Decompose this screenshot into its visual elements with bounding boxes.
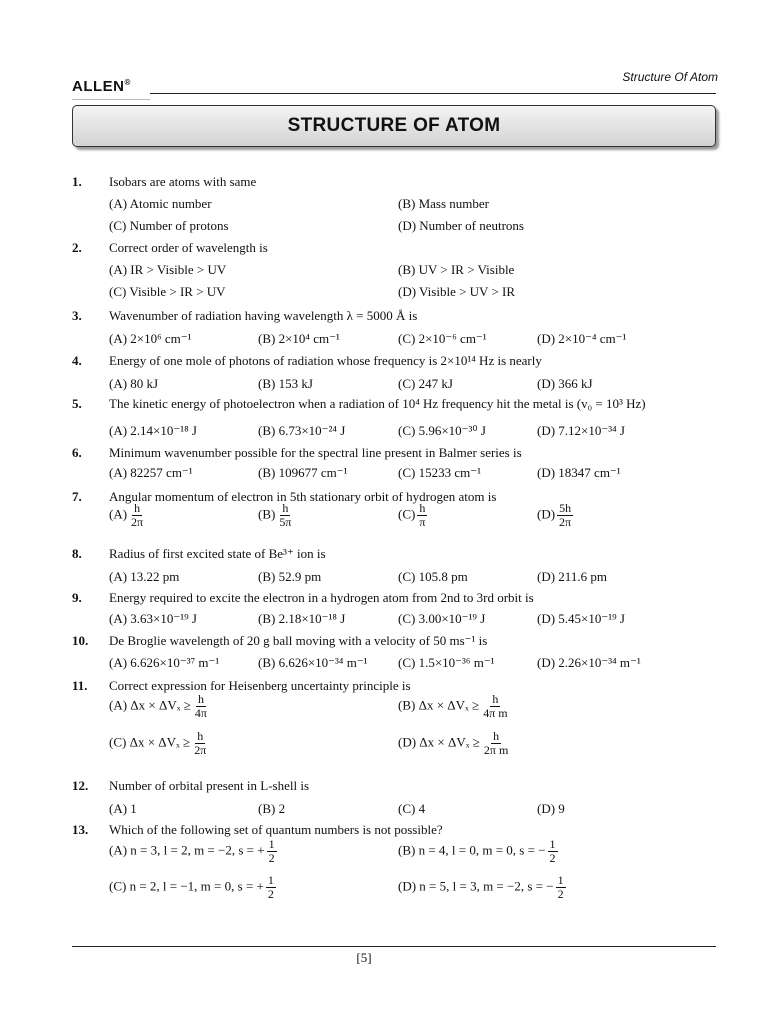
answer-option[interactable] xyxy=(109,730,210,757)
answer-option[interactable] xyxy=(109,331,192,347)
answer-option[interactable] xyxy=(109,262,226,278)
fraction-denominator: 2 xyxy=(557,887,564,901)
fraction-denominator: 2π xyxy=(131,515,144,529)
fraction xyxy=(481,693,509,720)
question-number: 2. xyxy=(72,240,82,255)
option-text: (B) 109677 cm⁻¹ xyxy=(258,465,348,480)
option-text: (C) 105.8 pm xyxy=(398,569,468,584)
question-number: 8. xyxy=(72,546,82,561)
fraction-numerator: h xyxy=(492,692,499,706)
question-text: Energy of one mole of photons of radiation whose frequency is 2×10¹⁴ Hz is nearly xyxy=(109,353,542,368)
question-number: 5. xyxy=(72,396,82,411)
answer-option[interactable] xyxy=(258,465,347,481)
page-number: [5] xyxy=(356,950,372,965)
answer-option[interactable] xyxy=(109,376,158,392)
answer-option[interactable] xyxy=(258,801,285,817)
question-number: 3. xyxy=(72,308,82,323)
fraction xyxy=(277,502,293,529)
fraction-denominator: 4π xyxy=(194,706,207,720)
answer-option[interactable] xyxy=(537,801,565,817)
option-text: (B) 6.73×10⁻²⁴ J xyxy=(258,423,346,438)
question-text: Correct order of wavelength is xyxy=(109,240,268,255)
question-text: Angular momentum of electron in 5th stationary orbit of hydrogen atom is xyxy=(109,489,497,504)
answer-option[interactable] xyxy=(109,465,193,481)
answer-option[interactable] xyxy=(537,502,575,529)
fraction-denominator: 2π xyxy=(559,515,572,529)
answer-option[interactable] xyxy=(109,801,137,817)
question-text: Which of the following set of quantum numbers is not possible? xyxy=(109,822,443,837)
option-text: (C) n = 2, l = −1, m = 0, s = + xyxy=(109,878,264,894)
option-text: (B) Mass number xyxy=(398,196,489,211)
option-text: (A) 13.22 pm xyxy=(109,569,180,584)
fraction-numerator: 1 xyxy=(557,873,564,887)
question-text: Correct expression for Heisenberg uncertainty principle is xyxy=(109,678,411,693)
option-text: (D) 7.12×10⁻³⁴ J xyxy=(537,423,625,438)
option-text: (C) 5.96×10⁻³⁰ J xyxy=(398,423,486,438)
fraction-denominator: 2π xyxy=(194,743,207,757)
option-text: (A) Atomic number xyxy=(109,196,212,211)
option-text: (D) Number of neutrons xyxy=(398,218,524,233)
answer-option[interactable] xyxy=(398,693,512,720)
fraction-numerator: h xyxy=(134,501,141,515)
option-text: (B) Δx × ΔVₓ ≥ xyxy=(398,697,480,713)
fraction-denominator: π xyxy=(419,515,426,529)
answer-option[interactable] xyxy=(398,331,487,347)
answer-option[interactable] xyxy=(109,874,278,901)
option-text: (D) 2.26×10⁻³⁴ m⁻¹ xyxy=(537,655,641,670)
fraction-denominator: 2π m xyxy=(483,743,509,757)
answer-option[interactable] xyxy=(537,611,625,627)
answer-option[interactable] xyxy=(398,376,453,392)
fraction-denominator: 5π xyxy=(279,515,292,529)
option-text: (C) 15233 cm⁻¹ xyxy=(398,465,481,480)
option-text: (C) 4 xyxy=(398,801,426,816)
fraction-numerator: h xyxy=(197,729,204,743)
question-text: The kinetic energy of photoelectron when a radiation of 10⁴ Hz frequency hit the metal is (v₀ = 10³ Hz) xyxy=(109,396,646,411)
option-text: (D) Δx × ΔVₓ ≥ xyxy=(398,734,480,750)
option-text: (A) 82257 cm⁻¹ xyxy=(109,465,193,480)
question-text: Isobars are atoms with same xyxy=(109,174,257,189)
question-number: 12. xyxy=(72,778,89,793)
answer-option[interactable] xyxy=(537,376,593,392)
answer-option[interactable] xyxy=(537,331,626,347)
option-text: (A) xyxy=(109,506,128,522)
fraction-numerator: h xyxy=(282,501,289,515)
question-text: Number of orbital present in L-shell is xyxy=(109,778,310,793)
option-text: (D) 211.6 pm xyxy=(537,569,607,584)
option-text: (A) 80 kJ xyxy=(109,376,159,391)
answer-option[interactable] xyxy=(398,465,481,481)
fraction-numerator: h xyxy=(197,692,204,706)
answer-option[interactable] xyxy=(109,569,179,585)
question-text: De Broglie wavelength of 20 g ball moving with a velocity of 50 ms⁻¹ is xyxy=(109,633,488,648)
answer-option[interactable] xyxy=(398,874,568,901)
option-text: (D) 366 kJ xyxy=(537,376,593,391)
fraction xyxy=(556,874,566,901)
question-number: 4. xyxy=(72,353,82,368)
option-text: (D) xyxy=(537,506,556,522)
option-text: (B) 6.626×10⁻³⁴ m⁻¹ xyxy=(258,655,368,670)
fraction-denominator: 2 xyxy=(267,887,274,901)
fraction-numerator: 5h xyxy=(559,501,572,515)
answer-option[interactable] xyxy=(258,569,321,585)
answer-option[interactable] xyxy=(398,730,512,757)
question-text: Radius of first excited state of Be³⁺ ion is xyxy=(109,546,326,561)
answer-option[interactable] xyxy=(258,423,345,439)
option-text: (B) 153 kJ xyxy=(258,376,313,391)
chapter-title: STRUCTURE OF ATOM xyxy=(287,115,501,136)
answer-option[interactable] xyxy=(398,611,485,627)
fraction xyxy=(482,730,510,757)
answer-option[interactable] xyxy=(398,262,514,278)
question-text: Energy required to excite the electron in a hydrogen atom from 2nd to 3rd orbit is xyxy=(109,590,534,605)
option-text: (D) 9 xyxy=(537,801,565,816)
fraction-denominator: 2 xyxy=(268,851,275,865)
answer-option[interactable] xyxy=(398,218,524,234)
answer-option[interactable] xyxy=(537,569,607,585)
answer-option[interactable] xyxy=(398,502,429,529)
fraction-numerator: 1 xyxy=(267,873,274,887)
answer-option[interactable] xyxy=(109,423,197,439)
question-number: 13. xyxy=(72,822,89,837)
fraction xyxy=(267,838,277,865)
answer-option[interactable] xyxy=(258,331,340,347)
option-text: (A) 3.63×10⁻¹⁹ J xyxy=(109,611,197,626)
fraction xyxy=(129,502,145,529)
option-text: (C) 2×10⁻⁶ cm⁻¹ xyxy=(398,331,487,346)
question-text: Wavenumber of radiation having wavelength λ = 5000 Å is xyxy=(109,308,418,323)
option-text: (D) 2×10⁻⁴ cm⁻¹ xyxy=(537,331,627,346)
answer-option[interactable] xyxy=(109,838,279,865)
question-number: 10. xyxy=(72,633,89,648)
question-number: 1. xyxy=(72,174,82,189)
option-text: (D) n = 5, l = 3, m = −2, s = − xyxy=(398,878,554,894)
answer-option[interactable] xyxy=(537,465,621,481)
fraction-numerator: 1 xyxy=(268,837,275,851)
chapter-title-box xyxy=(72,105,716,147)
option-text: (A) n = 3, l = 2, m = −2, s = + xyxy=(109,842,265,858)
fraction xyxy=(192,730,208,757)
option-text: (A) IR > Visible > UV xyxy=(109,262,227,277)
option-text: (B) 2 xyxy=(258,801,286,816)
option-text: (C) Δx × ΔVₓ ≥ xyxy=(109,734,191,750)
option-text: (B) n = 4, l = 0, m = 0, s = − xyxy=(398,842,546,858)
option-text: (D) 18347 cm⁻¹ xyxy=(537,465,621,480)
question-number: 9. xyxy=(72,590,82,605)
answer-option[interactable] xyxy=(398,196,489,212)
answer-option[interactable] xyxy=(109,611,197,627)
option-text: (C) Number of protons xyxy=(109,218,229,233)
brand-underline xyxy=(72,99,150,100)
option-text: (A) 2×10⁶ cm⁻¹ xyxy=(109,331,192,346)
option-text: (B) 52.9 pm xyxy=(258,569,322,584)
answer-option[interactable] xyxy=(258,611,345,627)
answer-option[interactable] xyxy=(398,569,468,585)
answer-option[interactable] xyxy=(109,218,229,234)
question-number: 7. xyxy=(72,489,82,504)
fraction-numerator: h xyxy=(493,729,500,743)
option-text: (B) xyxy=(258,506,276,522)
option-text: (A) 1 xyxy=(109,801,137,816)
fraction xyxy=(557,502,573,529)
question-number: 6. xyxy=(72,445,82,460)
answer-option[interactable] xyxy=(109,655,219,671)
answer-option[interactable] xyxy=(398,801,425,817)
option-text: (C) Visible > IR > UV xyxy=(109,284,226,299)
fraction xyxy=(266,874,276,901)
fraction xyxy=(548,838,558,865)
option-text: (C) 247 kJ xyxy=(398,376,453,391)
option-text: (B) 2.18×10⁻¹⁸ J xyxy=(258,611,346,626)
option-text: (C) 1.5×10⁻³⁶ m⁻¹ xyxy=(398,655,495,670)
fraction-denominator: 2 xyxy=(549,851,556,865)
option-text: (A) 2.14×10⁻¹⁸ J xyxy=(109,423,197,438)
option-text: (D) 5.45×10⁻¹⁹ J xyxy=(537,611,625,626)
answer-option[interactable] xyxy=(258,502,295,529)
answer-option[interactable] xyxy=(258,376,313,392)
fraction-numerator: 1 xyxy=(549,837,556,851)
answer-option[interactable] xyxy=(398,838,560,865)
fraction-numerator: h xyxy=(419,501,426,515)
answer-option[interactable] xyxy=(398,655,495,671)
question-number: 11. xyxy=(72,678,88,693)
option-text: (B) UV > IR > Visible xyxy=(398,262,515,277)
option-text: (A) 6.626×10⁻³⁷ m⁻¹ xyxy=(109,655,220,670)
answer-option[interactable] xyxy=(109,693,211,720)
answer-option[interactable] xyxy=(109,196,212,212)
option-text: (C) xyxy=(398,506,416,522)
header-rule xyxy=(150,93,716,94)
answer-option[interactable] xyxy=(398,423,486,439)
option-text: (A) Δx × ΔVₓ ≥ xyxy=(109,697,191,713)
answer-option[interactable] xyxy=(258,655,368,671)
answer-option[interactable] xyxy=(537,423,625,439)
fraction xyxy=(193,693,209,720)
answer-option[interactable] xyxy=(398,284,515,300)
fraction xyxy=(417,502,427,529)
answer-option[interactable] xyxy=(537,655,641,671)
brand-logo: ALLEN® xyxy=(72,78,131,95)
option-text: (C) 3.00×10⁻¹⁹ J xyxy=(398,611,486,626)
option-text: (B) 2×10⁴ cm⁻¹ xyxy=(258,331,340,346)
fraction-denominator: 4π m xyxy=(483,706,508,720)
running-title: Structure Of Atom xyxy=(622,70,718,84)
answer-option[interactable] xyxy=(109,284,226,300)
question-text: Minimum wavenumber possible for the spectral line present in Balmer series is xyxy=(109,445,522,460)
footer-rule xyxy=(72,946,716,947)
answer-option[interactable] xyxy=(109,502,147,529)
option-text: (D) Visible > UV > IR xyxy=(398,284,516,299)
